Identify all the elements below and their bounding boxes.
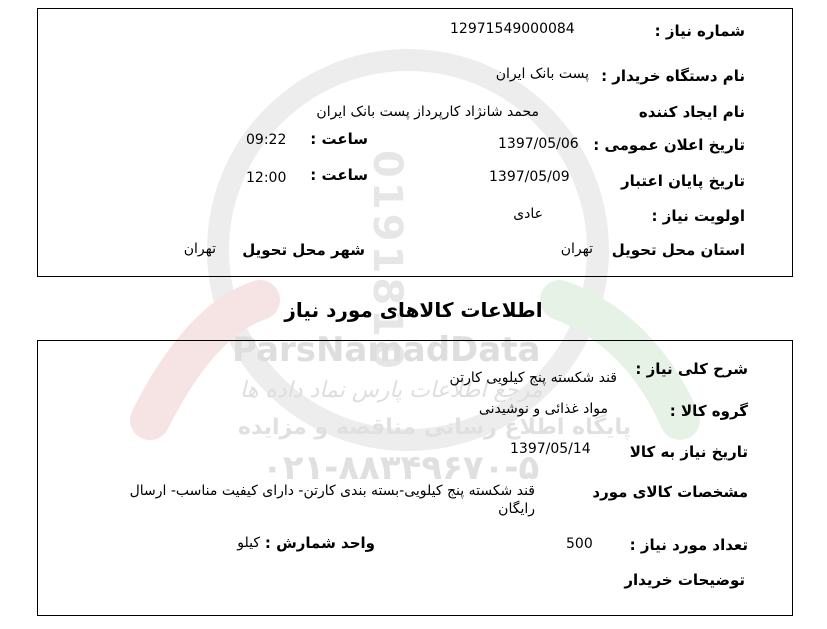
city-value: تهران (183, 241, 216, 257)
group-value: مواد غذائی و نوشیدنی (478, 401, 608, 417)
announce-time-label: ساعت : (310, 130, 368, 148)
buyer-org-label: نام دستگاه خریدار : (601, 67, 745, 85)
province-value: تهران (560, 241, 593, 257)
need-number-value: 12971549000084 (450, 21, 575, 37)
priority-label: اولویت نیاز : (651, 207, 745, 225)
goods-section-heading: اطلاعات کالاهای مورد نیاز (284, 298, 543, 322)
watermark-phone: ۰۲۱-۸۸۳۴۹۶۷۰-۵ (262, 448, 540, 488)
buyer-org-value: پست بانک ایران (495, 66, 589, 82)
validity-date-value: 1397/05/09 (489, 169, 570, 185)
quantity-label: تعداد مورد نیاز : (629, 536, 748, 554)
announce-date-value: 1397/05/06 (498, 136, 579, 152)
summary-label: شرح کلی نیاز : (635, 360, 748, 378)
watermark-brand: ParsNamadData (232, 330, 541, 370)
announce-date-label: تاریخ اعلان عمومی : (593, 136, 745, 154)
need-date-label: تاریخ نیاز به کالا (629, 443, 748, 461)
creator-value: محمد شانژاد کارپرداز پست بانک ایران (316, 104, 539, 120)
province-label: استان محل تحویل (611, 241, 745, 259)
watermark-line1: مرجع اطلاعات پارس نماد داده ها (240, 378, 543, 403)
validity-date-label: تاریخ پایان اعتبار (620, 172, 745, 190)
summary-value: قند شکسته پنج کیلویی کارتن (449, 370, 617, 386)
city-label: شهر محل تحویل (242, 241, 365, 259)
announce-time-value: 09:22 (246, 132, 287, 148)
specs-line1: قند شکسته پنج کیلویی-بسته بندی کارتن- دارای کیفیت مناسب- ارسال (129, 483, 535, 499)
unit-value: کیلو (237, 535, 260, 551)
validity-time-label: ساعت : (310, 166, 368, 184)
quantity-value: 500 (566, 536, 593, 552)
watermark-digits: 0191810 (364, 150, 410, 373)
need-date-value: 1397/05/14 (510, 441, 591, 457)
unit-label: واحد شمارش : (264, 534, 375, 552)
group-label: گروه کالا : (669, 402, 748, 420)
specs-label: مشخصات کالای مورد (592, 483, 748, 501)
priority-value: عادی (513, 206, 543, 222)
watermark-line2: پایگاه اطلاع رسانی مناقصه و مزایده (238, 415, 631, 440)
specs-line2: رایگان (498, 501, 535, 517)
validity-time-value: 12:00 (246, 170, 287, 186)
buyer-notes-label: توضیحات خریدار (624, 571, 745, 589)
creator-label: نام ایجاد کننده (638, 103, 745, 121)
need-number-label: شماره نیاز : (654, 22, 745, 40)
